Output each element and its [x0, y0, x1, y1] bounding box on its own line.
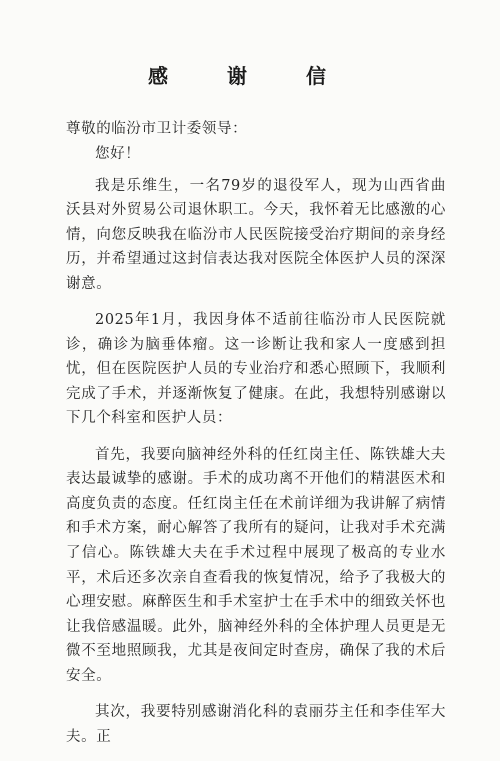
paragraph-intro: 我是乐维生，一名79岁的退役军人，现为山西省曲沃县对外贸易公司退休职工。今天，我怀着无比感激的心情，向您反映我在临汾市人民医院接受治疗期间的亲身经历，并希望通过这封信表达我对医院全体医护人员的深深谢意。: [66, 177, 446, 292]
letter-body: [66, 142, 446, 761]
greeting: 您好！: [95, 146, 141, 162]
paragraph-gastroenterology-thanks: 其次，我要特别感谢消化科的袁丽芬主任和李佳军大夫。正: [66, 703, 446, 745]
paragraph-diagnosis: 2025年1月，我因身体不适前往临汾市人民医院就诊，确诊为脑垂体瘤。这一诊断让我和家人一度感到担忧，但在医院医护人员的专业治疗和悉心照顾下，我顺利完成了手术，并逐渐恢复了健康。在此，我想特别感谢以下几个科室和医护人员：: [66, 312, 446, 427]
salutation: 尊敬的临汾市卫计委领导：: [66, 121, 248, 137]
letter-title: 感 谢 信: [148, 64, 352, 88]
paragraph-neurosurgery-thanks: 首先，我要向脑神经外科的任红岗主任、陈铁雄大夫表达最诚挚的感谢。手术的成功离不开他们的精湛医术和高度负责的态度。任红岗主任在术前详细为我讲解了病情和手术方案，耐心解答了我所有的疑问，让我对手术充满了信心。陈铁雄大夫在手术过程中展现了极高的专业水平，术后还多次亲自查看我的恢复情况，给予了我极大的心理安慰。麻醉医生和手术室护士在手术中的细致关怀也让我倍感温暖。此外，脑神经外科的全体护理人员更是无微不至地照顾我，尤其是夜间定时查房，确保了我的术后安全。: [66, 446, 446, 684]
